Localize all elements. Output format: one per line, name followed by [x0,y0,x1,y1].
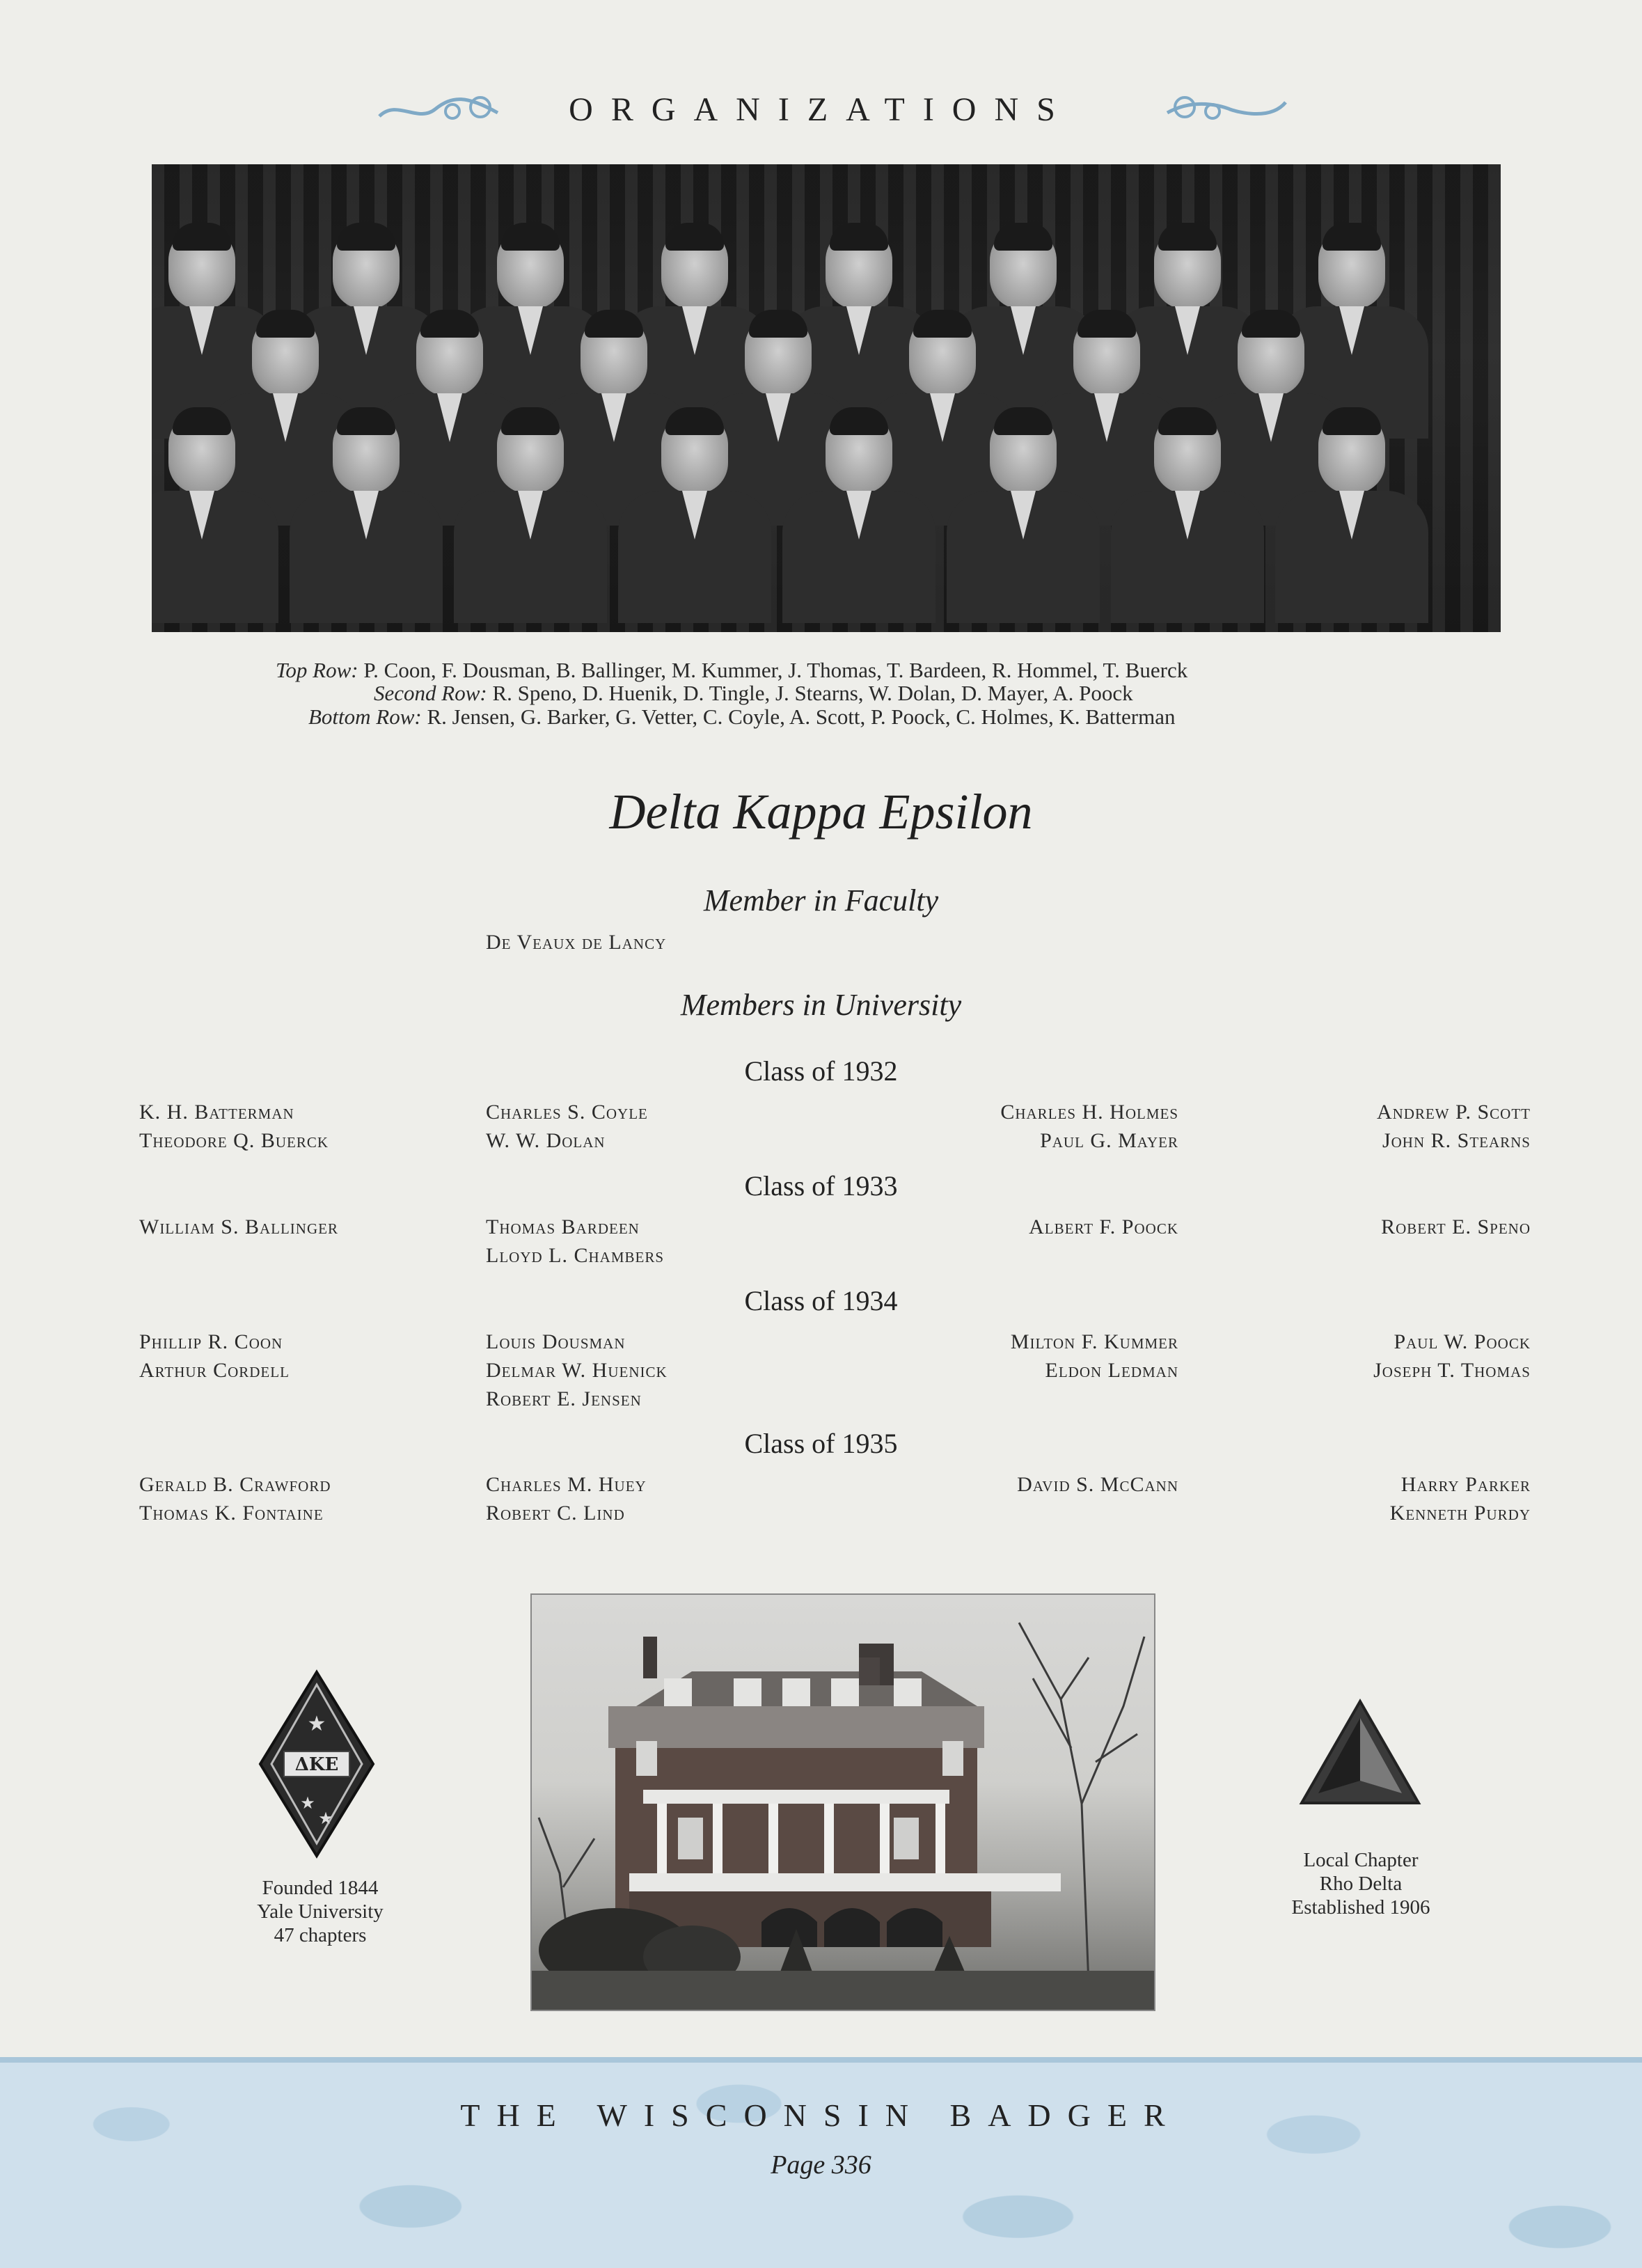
class-1934-column-3 [1011,1328,1178,1385]
class-1934-column-1 [139,1328,290,1385]
class-1934-column-2 [486,1328,668,1413]
member-name: Eldon Ledman [1045,1359,1178,1382]
class-1933-column-4 [1381,1213,1531,1241]
member-name: Paul W. Poock [1394,1330,1531,1353]
chapter-count: 47 chapters [274,1924,367,1946]
page-number: Page 336 [771,2150,871,2180]
crest-letters: ΔKE [294,1754,339,1775]
fraternity-badge-icon [258,1669,376,1859]
photo-figure [314,411,418,623]
class-heading: Class of 1933 [744,1170,898,1202]
faculty-member: De Veaux de Lancy [486,931,667,954]
member-name: W. W. Dolan [486,1129,606,1152]
local-chapter-name: Rho Delta [1319,1873,1403,1895]
photo-figure [642,411,747,623]
svg-text:★: ★ [300,1793,315,1813]
photo-figure [152,411,254,623]
class-1932-column-2 [486,1098,648,1155]
member-name: Lloyd L. Chambers [486,1244,665,1267]
member-name: Robert C. Lind [486,1502,625,1525]
member-name: Harry Parker [1400,1473,1531,1496]
local-chapter-info [1253,1848,1469,1919]
founded-place: Yale University [257,1900,384,1923]
member-name: Andrew P. Scott [1376,1101,1531,1124]
chapter-triangle-icon [1297,1697,1423,1809]
caption-second-row: Second Row: R. Speno, D. Huenik, D. Tingle, J. Stearns, W. Dolan, D. Mayer, A. Poock [374,681,1133,705]
photo-figure [971,411,1075,623]
member-name: Delmar W. Huenick [486,1359,668,1382]
member-name: K. H. Batterman [139,1101,294,1124]
member-name: Albert F. Poock [1029,1215,1178,1238]
svg-text:★: ★ [318,1809,333,1828]
class-heading: Class of 1935 [744,1428,898,1459]
fraternity-name: Delta Kappa Epsilon [609,784,1033,840]
member-name: Thomas Bardeen [486,1215,640,1238]
class-1933-column-3 [1029,1213,1178,1241]
member-name: William S. Ballinger [139,1215,338,1238]
class-1933-column-1 [139,1213,338,1241]
local-chapter-established: Established 1906 [1291,1896,1430,1919]
member-name: David S. McCann [1017,1473,1178,1496]
class-1932-column-4 [1377,1098,1531,1155]
faculty-heading: Member in Faculty [703,883,939,918]
class-1934-column-4 [1373,1328,1531,1385]
class-1933-column-2 [486,1213,664,1270]
photo-figure [1300,411,1404,623]
member-name: Milton F. Kummer [1010,1330,1178,1353]
member-name: Robert E. Jensen [486,1387,642,1410]
class-heading: Class of 1934 [744,1285,898,1316]
caption-top-row: Top Row: P. Coon, F. Dousman, B. Ballinger, M. Kummer, J. Thomas, T. Bardeen, R. Hommel, T. Buerck [276,658,1188,682]
member-name: Arthur Cordell [139,1359,290,1382]
founding-info [209,1876,432,1947]
member-name: Robert E. Speno [1381,1215,1531,1238]
chapter-house-photo [530,1593,1155,2011]
local-chapter-label: Local Chapter [1303,1849,1419,1871]
photo-figure [478,411,583,623]
member-name: Thomas K. Fontaine [139,1502,324,1525]
class-1932-column-3 [1000,1098,1178,1155]
section-title: ORGANIZATIONS [569,91,1073,128]
member-name: Louis Dousman [486,1330,626,1353]
member-name: Charles H. Holmes [1000,1101,1178,1124]
svg-text:★: ★ [307,1712,326,1736]
university-heading: Members in University [680,988,962,1022]
class-1932-column-1 [139,1098,329,1155]
class-heading: Class of 1932 [744,1055,898,1087]
member-name: John R. Stearns [1382,1129,1531,1152]
member-name: Joseph T. Thomas [1373,1359,1531,1382]
class-1935-column-3 [1017,1470,1178,1499]
member-name: Phillip R. Coon [139,1330,283,1353]
member-name: Paul G. Mayer [1040,1129,1178,1152]
founded-year: Founded 1844 [262,1877,379,1899]
header-ornament-right [1164,92,1289,127]
member-name: Charles S. Coyle [486,1101,648,1124]
class-1935-column-2 [486,1470,647,1527]
yearbook-title: THE WISCONSIN BADGER [460,2097,1182,2133]
group-photo [152,164,1501,632]
member-name: Gerald B. Crawford [139,1473,331,1496]
member-name: Theodore Q. Buerck [139,1129,329,1152]
caption-bottom-row: Bottom Row: R. Jensen, G. Barker, G. Vetter, C. Coyle, A. Scott, P. Poock, C. Holmes, K. Batterman [308,704,1176,729]
member-name: Charles M. Huey [486,1473,647,1496]
class-1935-column-1 [139,1470,331,1527]
member-name: Kenneth Purdy [1389,1502,1531,1525]
class-1935-column-4 [1390,1470,1531,1527]
photo-figure [807,411,911,623]
photo-figure [1135,411,1240,623]
